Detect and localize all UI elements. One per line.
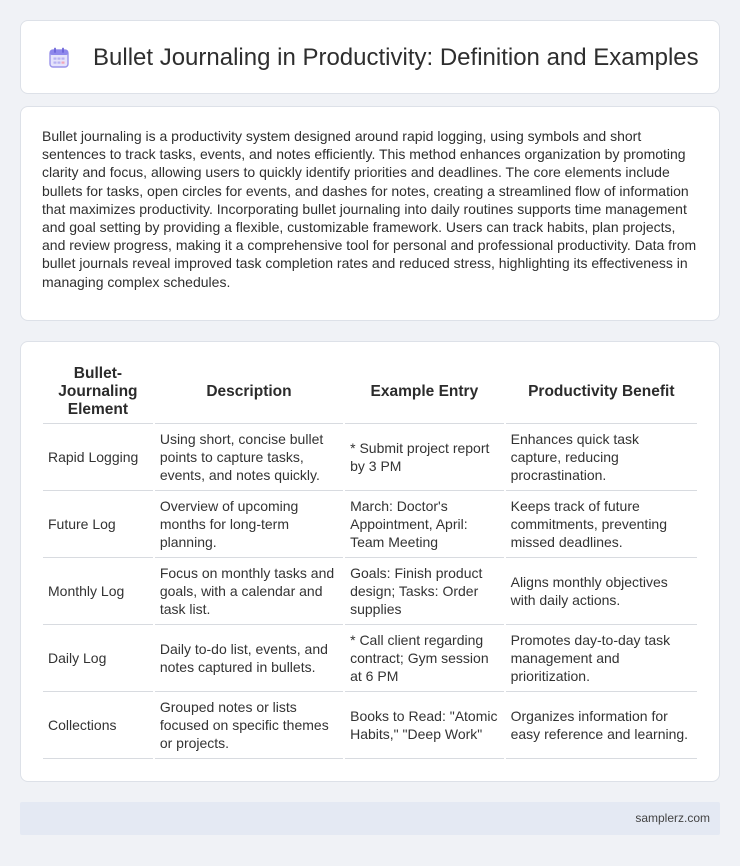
- cell-example: * Submit project report by 3 PM: [345, 424, 504, 491]
- header-productivity-benefit: Productivity Benefit: [506, 360, 697, 424]
- cell-benefit: Keeps track of future commitments, preventing missed deadlines.: [506, 491, 697, 558]
- footer-bar: [20, 802, 720, 835]
- elements-table: [41, 360, 699, 759]
- cell-example: Books to Read: "Atomic Habits," "Deep Work": [345, 692, 504, 759]
- cell-element: Monthly Log: [43, 558, 153, 625]
- cell-benefit: Aligns monthly objectives with daily actions.: [506, 558, 697, 625]
- cell-element: Future Log: [43, 491, 153, 558]
- intro-card: [20, 106, 720, 321]
- cell-description: Grouped notes or lists focused on specific themes or projects.: [155, 692, 343, 759]
- table-row: [43, 491, 697, 558]
- cell-example: Goals: Finish product design; Tasks: Order supplies: [345, 558, 504, 625]
- table-row: [43, 558, 697, 625]
- cell-element: Daily Log: [43, 625, 153, 692]
- table-row: [43, 625, 697, 692]
- table-card: [20, 341, 720, 782]
- cell-example: March: Doctor's Appointment, April: Team Meeting: [345, 491, 504, 558]
- page-title: Bullet Journaling in Productivity: Definition and Examples: [93, 44, 699, 71]
- table-header-row: [43, 360, 697, 424]
- header-element: Bullet-Journaling Element: [43, 360, 153, 424]
- cell-benefit: Enhances quick task capture, reducing procrastination.: [506, 424, 697, 491]
- table-row: [43, 424, 697, 491]
- cell-description: Focus on monthly tasks and goals, with a calendar and task list.: [155, 558, 343, 625]
- document-icon: [47, 46, 71, 70]
- cell-description: Daily to-do list, events, and notes captured in bullets.: [155, 625, 343, 692]
- cell-element: Collections: [43, 692, 153, 759]
- table-row: [43, 692, 697, 759]
- cell-benefit: Organizes information for easy reference and learning.: [506, 692, 697, 759]
- cell-description: Overview of upcoming months for long-term planning.: [155, 491, 343, 558]
- cell-example: * Call client regarding contract; Gym session at 6 PM: [345, 625, 504, 692]
- footer-site-link[interactable]: samplerz.com: [635, 811, 710, 825]
- header-description: Description: [155, 360, 343, 424]
- title-card: [20, 20, 720, 94]
- header-example-entry: Example Entry: [345, 360, 504, 424]
- intro-paragraph: Bullet journaling is a productivity system designed around rapid logging, using symbols and short sentences to track tasks, events, and notes efficiently. This method enhances organization by promoting clarity and focus, allowing users to quickly identify priorities and deadlines. The core elements include bullets for tasks, open circles for events, and dashes for notes, creating a streamlined flow of information that maximizes productivity. Incorporating bullet journaling into daily routines supports time management and goal setting by providing a flexible, customizable framework. Users can track habits, plan projects, and review progress, making it a comprehensive tool for personal and professional productivity. Data from bullet journals reveal improved task completion rates and reduced stress, highlighting its effectiveness in managing complex schedules.: [42, 128, 697, 290]
- cell-description: Using short, concise bullet points to capture tasks, events, and notes quickly.: [155, 424, 343, 491]
- cell-element: Rapid Logging: [43, 424, 153, 491]
- cell-benefit: Promotes day-to-day task management and prioritization.: [506, 625, 697, 692]
